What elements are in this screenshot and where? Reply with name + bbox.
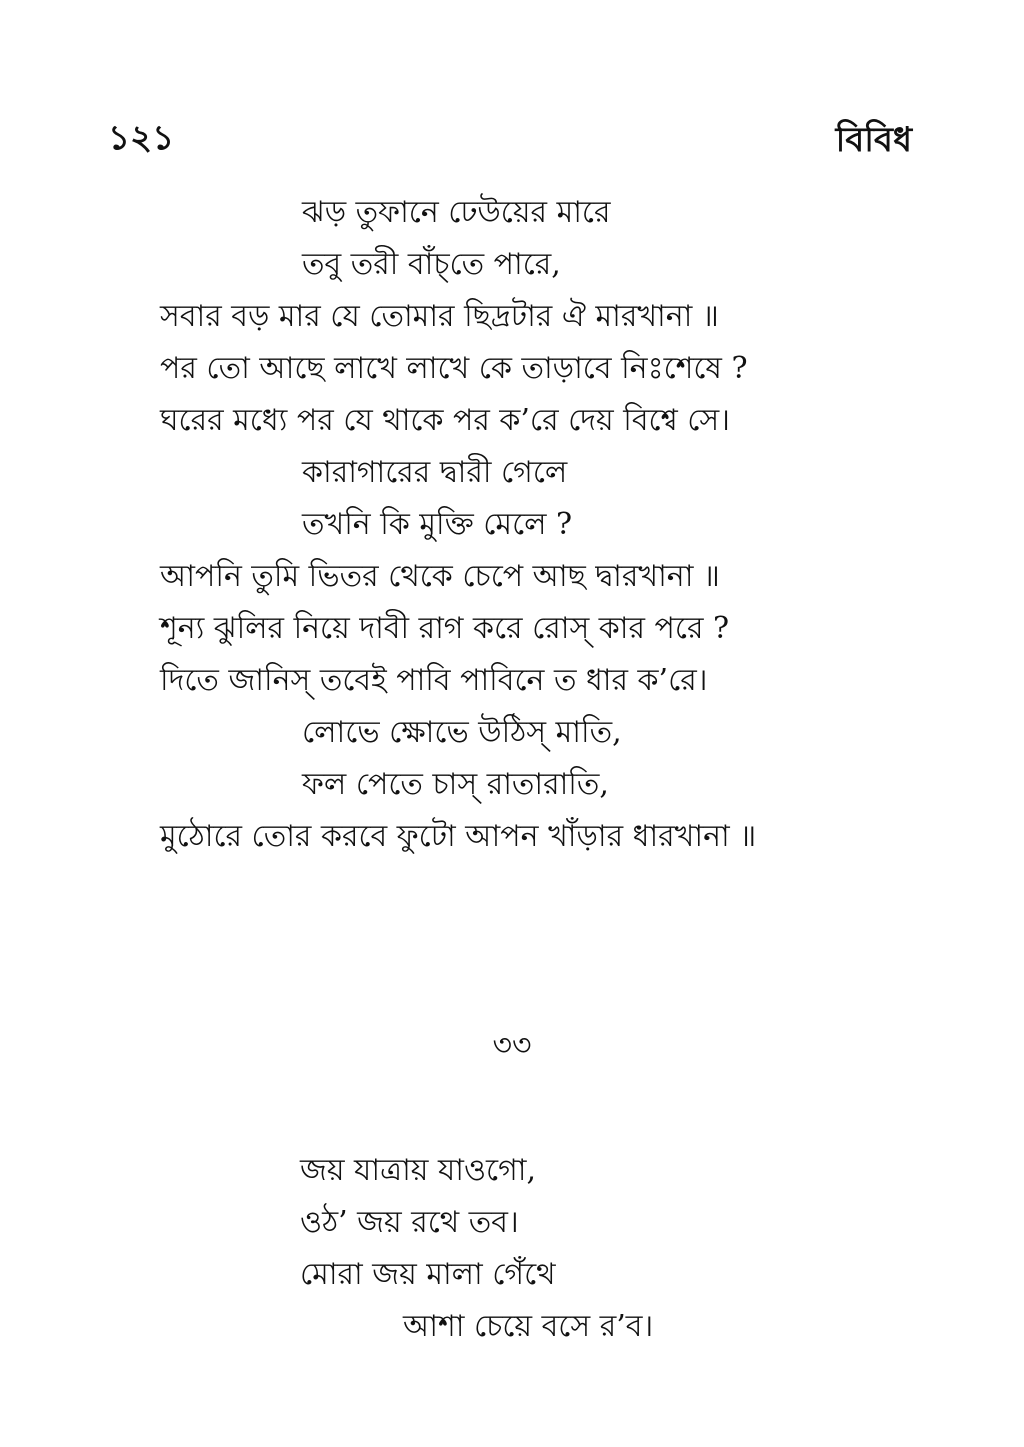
song-number: ৩৩ [492, 1028, 532, 1063]
verse-line: জয় যাত্রায় যাওগো, [300, 1153, 536, 1188]
verse-line: ওঠ’ জয় রথে তব। [300, 1205, 519, 1240]
verse-line: ফল পেতে চাস্‌ রাতারাতি, [302, 767, 609, 802]
verse-line: দিতে জানিস্‌ তবেই পাবি পাবিনে ত ধার ক’রে। [160, 663, 708, 698]
verse-line: সবার বড় মার যে তোমার ছিদ্রটার ঐ মারখানা ॥ [160, 299, 719, 334]
verse-line: কারাগারের দ্বারী গেলে [302, 455, 568, 490]
verse-line: তখনি কি মুক্তি মেলে ? [302, 507, 573, 542]
verse-line: আপনি তুমি ভিতর থেকে চেপে আছ দ্বারখানা ॥ [160, 559, 720, 594]
verse-line: তবু তরী বাঁচ্‌তে পারে, [302, 247, 561, 282]
verse-line: মুঠোরে তোর করবে ফুটো আপন খাঁড়ার ধারখানা ॥ [160, 819, 757, 854]
verse-line: ঝড় তুফানে ঢেউয়ের মারে [302, 195, 611, 230]
verse-line: পর তো আছে লাখে লাখে কে তাড়াবে নিঃশেষে ? [160, 351, 748, 386]
verse-line: শূন্য ঝুলির নিয়ে দাবী রাগ করে রোস্‌ কার পরে ? [160, 611, 730, 646]
verse-line: মোরা জয় মালা গেঁথে [300, 1257, 556, 1292]
running-title: বিবিধ [835, 120, 912, 160]
verse-line: লোভে ক্ষোভে উঠিস্‌ মাতি, [302, 715, 622, 750]
page-number: ১২১ [108, 118, 175, 158]
verse-line: ঘরের মধ্যে পর যে থাকে পর ক’রে দেয় বিশ্বে সে। [160, 403, 730, 438]
verse-line: আশা চেয়ে বসে র’ব। [403, 1309, 654, 1344]
